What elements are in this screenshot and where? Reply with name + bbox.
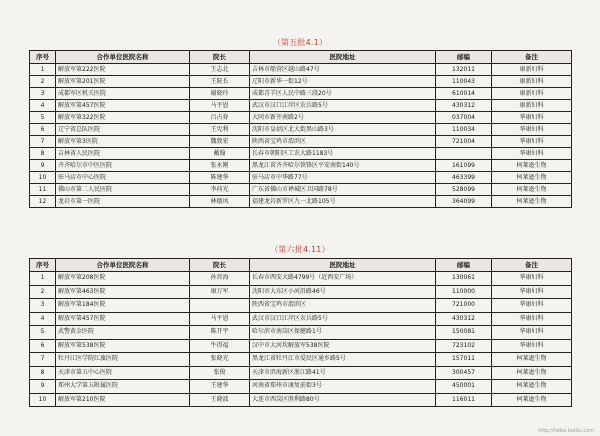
cell-note: 柯莱逊生物 bbox=[492, 196, 572, 208]
cell-addr: 广东省佛山市禅城区卫国路78号 bbox=[250, 184, 436, 196]
cell-zip bbox=[436, 148, 492, 160]
cell-note: 华康妇科 bbox=[492, 136, 572, 148]
cell-addr: 陕西省宝鸡市渭滨区 bbox=[250, 136, 436, 148]
cell-dean: 张晓光 bbox=[190, 353, 250, 367]
table-row bbox=[30, 136, 572, 148]
cell-num: 2 bbox=[30, 76, 56, 88]
cell-note: 柯莱逊生物 bbox=[492, 393, 572, 407]
cell-num: 3 bbox=[30, 88, 56, 100]
table-row bbox=[30, 339, 572, 353]
batch6-header-row bbox=[30, 259, 572, 272]
cell-addr: 汉中市大河坎解放军538医院 bbox=[250, 339, 436, 353]
cell-note: 康新妇科 bbox=[492, 64, 572, 76]
batch6-table bbox=[29, 258, 572, 407]
cell-dean: 戴翰 bbox=[190, 148, 250, 160]
cell-note: 康新妇科 bbox=[492, 76, 572, 88]
cell-addr: 长春市朝阳区工农大路1183号 bbox=[250, 148, 436, 160]
cell-note: 柯莱逊生物 bbox=[492, 380, 572, 394]
cell-name: 解放军第201医院 bbox=[56, 76, 190, 88]
cell-zip: 723102 bbox=[436, 339, 492, 353]
cell-num: 9 bbox=[30, 160, 56, 172]
table-row bbox=[30, 299, 572, 313]
cell-addr: 辽阳市新华一街12号 bbox=[250, 76, 436, 88]
cell-num: 6 bbox=[30, 339, 56, 353]
cell-name: 龙岩市第一医院 bbox=[56, 196, 190, 208]
cell-name: 解放军第208医院 bbox=[56, 272, 190, 286]
cell-num: 1 bbox=[30, 272, 56, 286]
cell-addr: 福建龙岩新罗区九一北路105号 bbox=[250, 196, 436, 208]
cell-note: 华康妇科 bbox=[492, 339, 572, 353]
cell-dean: 陈建华 bbox=[190, 172, 250, 184]
cell-dean: 王晓波 bbox=[190, 393, 250, 407]
cell-num: 4 bbox=[30, 100, 56, 112]
cell-name: 解放军第457医院 bbox=[56, 312, 190, 326]
cell-note: 康新妇科 bbox=[492, 88, 572, 100]
cell-note: 康新妇科 bbox=[492, 100, 572, 112]
cell-note: 柯莱逊生物 bbox=[492, 184, 572, 196]
cell-addr: 沈阳市大东区小河沿路46号 bbox=[250, 285, 436, 299]
cell-zip: 116011 bbox=[436, 393, 492, 407]
cell-name: 解放军第463医院 bbox=[56, 285, 190, 299]
table-row bbox=[30, 184, 572, 196]
table-row bbox=[30, 285, 572, 299]
table-row bbox=[30, 272, 572, 286]
cell-dean: 王志北 bbox=[190, 64, 250, 76]
header-addr: 医院地址 bbox=[250, 259, 436, 272]
cell-note: 柯莱逊生物 bbox=[492, 366, 572, 380]
cell-dean: 张俊 bbox=[190, 366, 250, 380]
cell-dean: 谢晓玲 bbox=[190, 88, 250, 100]
cell-zip: 300457 bbox=[436, 366, 492, 380]
cell-dean: 康万军 bbox=[190, 285, 250, 299]
cell-addr: 黑龙江省齐齐哈尔铁锋区平安南街140号 bbox=[250, 160, 436, 172]
cell-addr: 长春市西安大路4799号（近西安广场） bbox=[250, 272, 436, 286]
table-row bbox=[30, 148, 572, 160]
cell-name: 解放军第322医院 bbox=[56, 112, 190, 124]
cell-note: 柯莱逊生物 bbox=[492, 172, 572, 184]
cell-num: 4 bbox=[30, 312, 56, 326]
table-row bbox=[30, 393, 572, 407]
cell-dean: 张永刚 bbox=[190, 160, 250, 172]
header-name: 合作单位医院名称 bbox=[56, 259, 190, 272]
header-num: 序号 bbox=[30, 259, 56, 272]
cell-num: 1 bbox=[30, 64, 56, 76]
cell-addr: 武汉市汉口江岸区农兵路5号 bbox=[250, 100, 436, 112]
cell-note: 华康妇科 bbox=[492, 124, 572, 136]
cell-note: 柯莱逊生物 bbox=[492, 353, 572, 367]
table-row bbox=[30, 160, 572, 172]
cell-addr: 哈尔滨市南岗区保健路1号 bbox=[250, 326, 436, 340]
table-row bbox=[30, 172, 572, 184]
header-addr: 医院地址 bbox=[250, 51, 436, 64]
cell-dean: 孙晋海 bbox=[190, 272, 250, 286]
header-name: 合作单位医院名称 bbox=[56, 51, 190, 64]
cell-num: 5 bbox=[30, 112, 56, 124]
cell-name: 驻马店市中心医院 bbox=[56, 172, 190, 184]
cell-zip: 157011 bbox=[436, 353, 492, 367]
header-note: 备注 bbox=[492, 259, 572, 272]
cell-zip: 463399 bbox=[436, 172, 492, 184]
cell-dean bbox=[190, 299, 250, 313]
cell-zip: 610014 bbox=[436, 88, 492, 100]
cell-num: 8 bbox=[30, 366, 56, 380]
cell-name: 天津市第五中心医院 bbox=[56, 366, 190, 380]
cell-dean: 牛得福 bbox=[190, 339, 250, 353]
cell-addr: 沈阳市皇姑区北大街黑山路3号 bbox=[250, 124, 436, 136]
cell-dean: 吕占券 bbox=[190, 112, 250, 124]
cell-dean: 林德凤 bbox=[190, 196, 250, 208]
cell-zip: 150081 bbox=[436, 326, 492, 340]
cell-zip: 161099 bbox=[436, 160, 492, 172]
cell-dean: 马平恩 bbox=[190, 312, 250, 326]
batch5-table bbox=[29, 50, 572, 208]
cell-note: 华康妇科 bbox=[492, 272, 572, 286]
cell-zip: 130061 bbox=[436, 272, 492, 286]
cell-num: 7 bbox=[30, 136, 56, 148]
cell-name: 成都军区机关医院 bbox=[56, 88, 190, 100]
cell-dean: 魏敦宏 bbox=[190, 136, 250, 148]
table-row bbox=[30, 76, 572, 88]
table-row bbox=[30, 312, 572, 326]
cell-note: 华康妇科 bbox=[492, 285, 572, 299]
cell-addr: 大连市西岗区胜利路80号 bbox=[250, 393, 436, 407]
cell-zip: 450001 bbox=[436, 380, 492, 394]
cell-note: 华康妇科 bbox=[492, 326, 572, 340]
cell-name: 郑州大学第五附属医院 bbox=[56, 380, 190, 394]
header-zip: 邮编 bbox=[436, 259, 492, 272]
table-row bbox=[30, 88, 572, 100]
cell-dean: 王建华 bbox=[190, 380, 250, 394]
cell-zip: 528099 bbox=[436, 184, 492, 196]
cell-name: 解放军第222医院 bbox=[56, 64, 190, 76]
table-row bbox=[30, 326, 572, 340]
cell-num: 6 bbox=[30, 124, 56, 136]
cell-addr: 成都青羊区人民中路三段20号 bbox=[250, 88, 436, 100]
cell-zip: 110000 bbox=[436, 285, 492, 299]
table-row bbox=[30, 124, 572, 136]
cell-zip: 132011 bbox=[436, 64, 492, 76]
table-row bbox=[30, 64, 572, 76]
cell-zip: 430312 bbox=[436, 312, 492, 326]
watermark: http://tieba.baidu.com bbox=[538, 428, 594, 434]
table-row bbox=[30, 100, 572, 112]
cell-addr: 陕西省宝鸡市渭滨区 bbox=[250, 299, 436, 313]
cell-name: 解放军第457医院 bbox=[56, 100, 190, 112]
cell-dean: 王院长 bbox=[190, 76, 250, 88]
cell-name: 解放军第184医院 bbox=[56, 299, 190, 313]
cell-addr: 河南省郑州市康复前街3号 bbox=[250, 380, 436, 394]
cell-name: 牡丹江医学院红旗医院 bbox=[56, 353, 190, 367]
header-note: 备注 bbox=[492, 51, 572, 64]
table-row bbox=[30, 380, 572, 394]
cell-num: 10 bbox=[30, 172, 56, 184]
cell-name: 武警黄金医院 bbox=[56, 326, 190, 340]
cell-zip: 110034 bbox=[436, 124, 492, 136]
cell-zip: 430312 bbox=[436, 100, 492, 112]
cell-zip: 721000 bbox=[436, 299, 492, 313]
cell-name: 解放军第538医院 bbox=[56, 339, 190, 353]
cell-note: 华康妇科 bbox=[492, 112, 572, 124]
header-zip: 邮编 bbox=[436, 51, 492, 64]
cell-num: 8 bbox=[30, 148, 56, 160]
cell-addr: 天津市滨海新区浙江路41号 bbox=[250, 366, 436, 380]
header-dean: 院长 bbox=[190, 51, 250, 64]
cell-addr: 吉林市船营区越山路47号 bbox=[250, 64, 436, 76]
cell-name: 佛山市第二人民医院 bbox=[56, 184, 190, 196]
cell-num: 12 bbox=[30, 196, 56, 208]
cell-addr: 驻马店市中华路77号 bbox=[250, 172, 436, 184]
cell-num: 11 bbox=[30, 184, 56, 196]
cell-zip: 364099 bbox=[436, 196, 492, 208]
cell-num: 10 bbox=[30, 393, 56, 407]
table-row bbox=[30, 196, 572, 208]
table-row bbox=[30, 353, 572, 367]
cell-note: 华康妇科 bbox=[492, 312, 572, 326]
cell-dean: 李荷光 bbox=[190, 184, 250, 196]
table-row bbox=[30, 366, 572, 380]
cell-addr: 黑龙江省牡丹江市爱民区通乡路5号 bbox=[250, 353, 436, 367]
cell-dean: 陈开宇 bbox=[190, 326, 250, 340]
cell-note: 华康妇科 bbox=[492, 148, 572, 160]
cell-num: 9 bbox=[30, 380, 56, 394]
cell-num: 5 bbox=[30, 326, 56, 340]
cell-zip: 721004 bbox=[436, 136, 492, 148]
cell-name: 解放军第3医院 bbox=[56, 136, 190, 148]
cell-zip: 037004 bbox=[436, 112, 492, 124]
cell-zip: 110043 bbox=[436, 76, 492, 88]
cell-addr: 武汉市汉口江岸区农兵路5号 bbox=[250, 312, 436, 326]
cell-addr: 大同市新开南路2号 bbox=[250, 112, 436, 124]
cell-name: 辽宁省总队医院 bbox=[56, 124, 190, 136]
header-dean: 院长 bbox=[190, 259, 250, 272]
cell-note: 华康妇科 bbox=[492, 299, 572, 313]
cell-name: 吉林省人民医院 bbox=[56, 148, 190, 160]
cell-name: 解放军第210医院 bbox=[56, 393, 190, 407]
cell-num: 3 bbox=[30, 299, 56, 313]
header-num: 序号 bbox=[30, 51, 56, 64]
table-row bbox=[30, 112, 572, 124]
cell-num: 7 bbox=[30, 353, 56, 367]
batch5-header-row bbox=[30, 51, 572, 64]
batch5-title: （第五批4.1） bbox=[272, 38, 328, 47]
cell-note: 柯莱逊生物 bbox=[492, 160, 572, 172]
batch6-title: （第六批4.11） bbox=[270, 245, 330, 254]
cell-name: 齐齐哈尔市中医医院 bbox=[56, 160, 190, 172]
cell-num: 2 bbox=[30, 285, 56, 299]
cell-dean: 马平恩 bbox=[190, 100, 250, 112]
cell-dean: 王宪利 bbox=[190, 124, 250, 136]
